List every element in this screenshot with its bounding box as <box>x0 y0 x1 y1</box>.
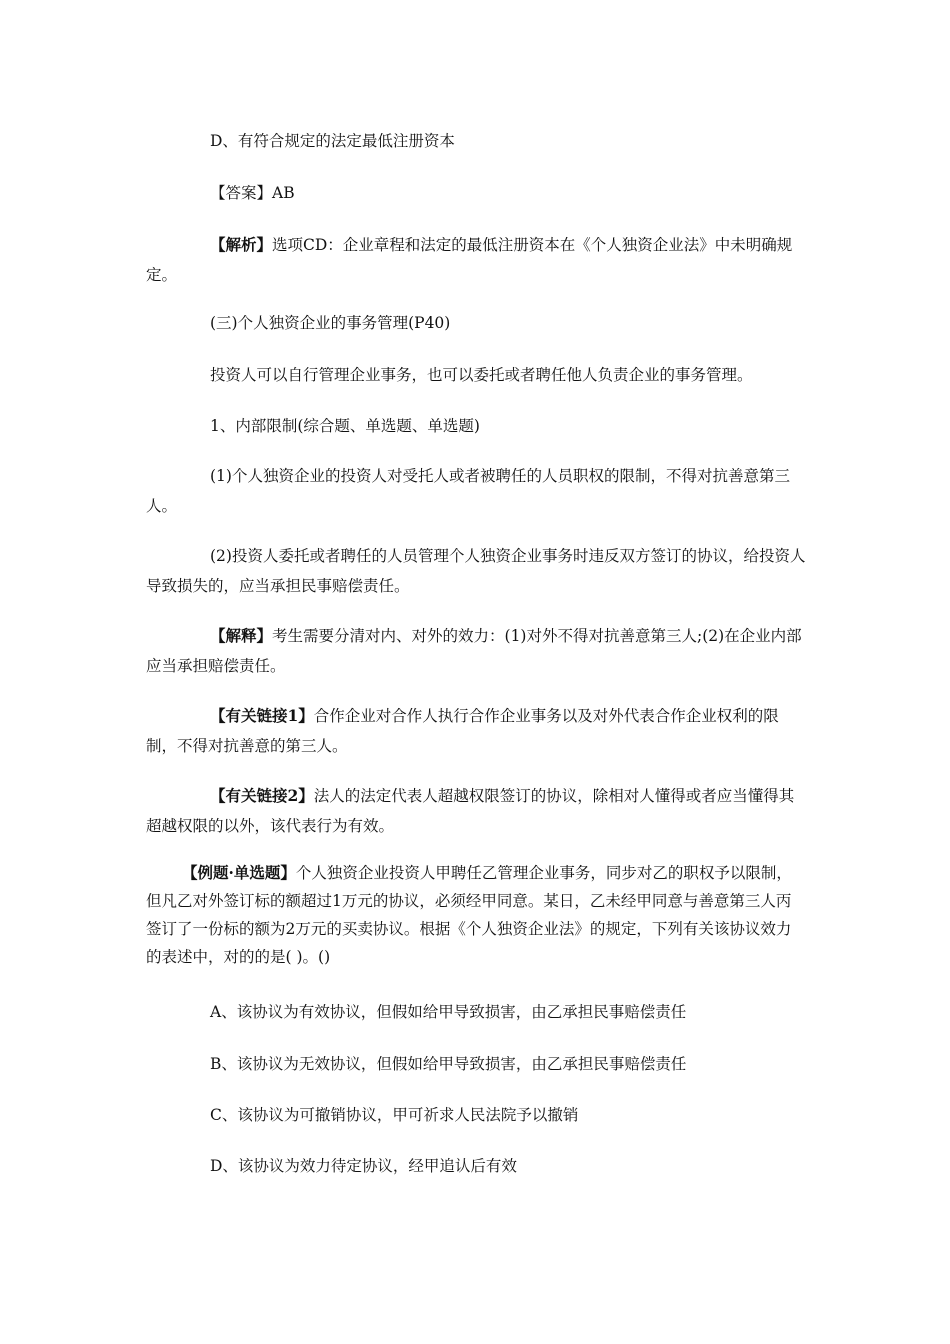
option-a <box>210 997 810 1027</box>
link-1-tag: 【有关链接1】 <box>210 706 314 725</box>
text: D、有符合规定的法定最低注册资本 <box>210 132 455 150</box>
link-2-tag: 【有关链接2】 <box>210 786 314 805</box>
option-b-text: B、该协议为无效协议，但假如给甲导致损害，由乙承担民事赔偿责任 <box>210 1055 687 1073</box>
text: 1、内部限制(综合题、单选题、单选题) <box>210 417 480 435</box>
paragraph-example-question <box>146 859 806 971</box>
section-heading <box>210 308 810 338</box>
answer-text: 【答案】AB <box>210 184 295 202</box>
explanation-tag: 【解释】 <box>210 626 273 645</box>
option-d-text: D、该协议为效力待定协议，经甲追认后有效 <box>210 1157 517 1175</box>
analysis-tag: 【解析】 <box>210 235 273 254</box>
paragraph-internal-limits <box>210 411 810 441</box>
paragraph-analysis <box>146 230 806 290</box>
paragraph-option-d-capital <box>210 126 810 156</box>
explanation-text: 考生需要分清对内、对外的效力：(1)对外不得对抗善意第三人;(2)在企业内部应当承担赔偿责任。 <box>146 627 802 675</box>
paragraph-management <box>210 360 810 390</box>
text: (1)个人独资企业的投资人对受托人或者被聘任的人员职权的限制，不得对抗善意第三人。 <box>146 467 790 515</box>
example-text: 个人独资企业投资人甲聘任乙管理企业事务，同步对乙的职权予以限制，但凡乙对外签订标的额超过1万元的协议，必须经甲同意。某日，乙未经甲同意与善意第三人丙签订了一份标的额为2万元的买卖协议。根据《个人独资企业法》的规定，下列有关该协议效力的表述中，对的的是( )。() <box>146 864 792 966</box>
paragraph-limit-2 <box>146 541 806 601</box>
paragraph-answer <box>210 178 810 208</box>
text: 投资人可以自行管理企业事务，也可以委托或者聘任他人负责企业的事务管理。 <box>210 366 753 384</box>
section-heading-text: (三)个人独资企业的事务管理(P40) <box>210 314 451 332</box>
option-c <box>210 1100 810 1130</box>
link-2-text: 法人的法定代表人超越权限签订的协议，除相对人懂得或者应当懂得其超越权限的以外，该代表行为有效。 <box>146 787 795 835</box>
paragraph-link-1 <box>146 701 806 761</box>
option-b <box>210 1049 810 1079</box>
option-d <box>210 1151 810 1181</box>
paragraph-limit-1 <box>146 461 806 521</box>
text: (2)投资人委托或者聘任的人员管理个人独资企业事务时违反双方签订的协议，给投资人导致损失的，应当承担民事赔偿责任。 <box>146 547 806 595</box>
option-a-text: A、该协议为有效协议，但假如给甲导致损害，由乙承担民事赔偿责任 <box>210 1003 687 1021</box>
option-c-text: C、该协议为可撤销协议，甲可祈求人民法院予以撤销 <box>210 1106 579 1124</box>
paragraph-link-2 <box>146 781 806 841</box>
example-tag: 【例题·单选题】 <box>182 863 296 882</box>
paragraph-explanation <box>146 621 806 681</box>
analysis-text: 选项CD：企业章程和法定的最低注册资本在《个人独资企业法》中未明确规定。 <box>146 236 793 284</box>
link-1-text: 合作企业对合作人执行合作企业事务以及对外代表合作企业权利的限制，不得对抗善意的第三人。 <box>146 707 779 755</box>
